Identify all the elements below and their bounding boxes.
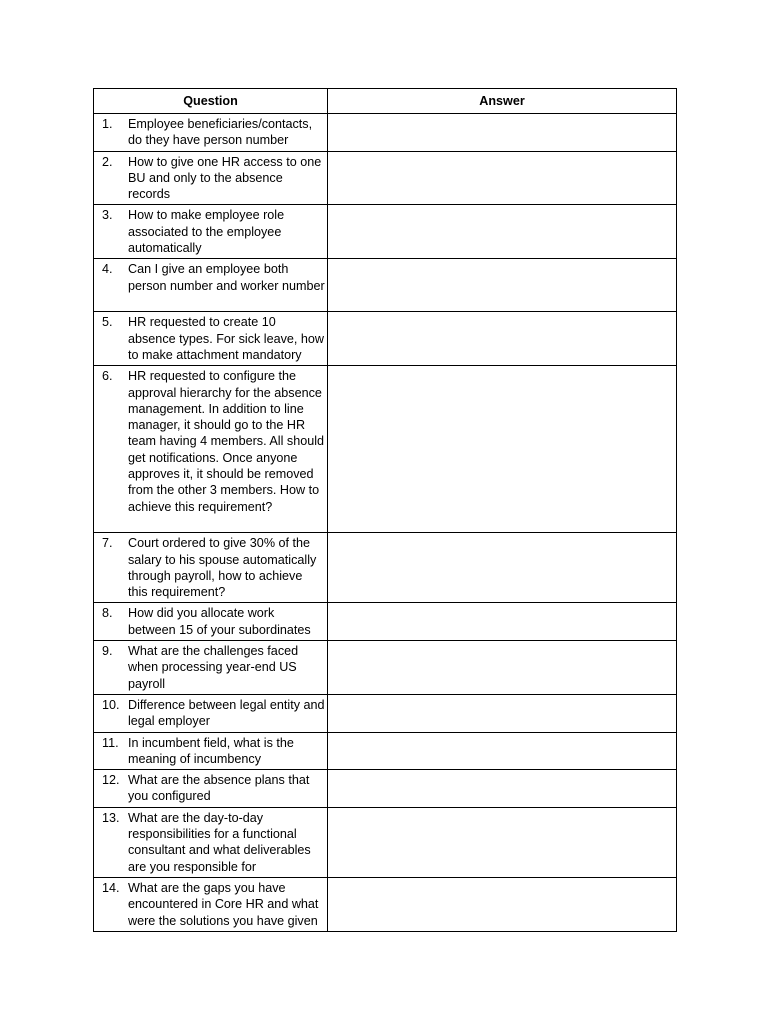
table-row bbox=[94, 312, 677, 366]
question-number: 7. bbox=[102, 536, 113, 551]
answer-cell[interactable] bbox=[328, 366, 677, 533]
question-number: 6. bbox=[102, 369, 113, 384]
question-cell bbox=[94, 732, 328, 770]
question-cell bbox=[94, 770, 328, 808]
question-cell bbox=[94, 366, 328, 533]
question-text: HR requested to create 10 absence types. For sick leave, how to make attachment mandatory bbox=[128, 315, 324, 362]
answer-column-header: Answer bbox=[328, 89, 677, 114]
answer-cell[interactable] bbox=[328, 732, 677, 770]
question-number: 9. bbox=[102, 644, 113, 659]
question-cell bbox=[94, 259, 328, 312]
question-text: Difference between legal entity and legal employer bbox=[128, 697, 325, 729]
table-row bbox=[94, 151, 677, 205]
question-cell bbox=[94, 205, 328, 259]
question-number: 2. bbox=[102, 154, 113, 169]
question-text: In incumbent field, what is the meaning of incumbency bbox=[128, 735, 294, 766]
table-row bbox=[94, 366, 677, 533]
answer-cell[interactable] bbox=[328, 151, 677, 205]
question-text: Employee beneficiaries/contacts, do they have person number bbox=[128, 117, 313, 148]
answer-cell[interactable] bbox=[328, 114, 677, 152]
question-cell bbox=[94, 312, 328, 366]
question-number: 8. bbox=[102, 606, 113, 621]
table-row bbox=[94, 807, 677, 877]
question-text: Court ordered to give 30% of the salary to his spouse automatically through payroll, how to achieve this requirement? bbox=[128, 536, 317, 600]
question-text: What are the absence plans that you configured bbox=[128, 773, 310, 804]
question-cell bbox=[94, 603, 328, 641]
question-cell bbox=[94, 114, 328, 152]
question-number: 10. bbox=[102, 697, 120, 712]
question-text: How to make employee role associated to the employee automatically bbox=[128, 208, 285, 256]
table-row bbox=[94, 603, 677, 641]
answer-cell[interactable] bbox=[328, 807, 677, 877]
question-text: How to give one HR access to one BU and only to the absence records bbox=[128, 154, 322, 202]
question-number: 4. bbox=[102, 262, 113, 277]
question-text: What are the day-to-day responsibilities for a functional consultant and what deliverables are you responsible for bbox=[128, 810, 311, 874]
table-row bbox=[94, 533, 677, 603]
question-number: 1. bbox=[102, 117, 113, 131]
table-row bbox=[94, 205, 677, 259]
question-text: What are the challenges faced when processing year-end US payroll bbox=[128, 644, 299, 691]
question-number: 13. bbox=[102, 810, 120, 825]
answer-cell[interactable] bbox=[328, 603, 677, 641]
question-cell bbox=[94, 151, 328, 205]
table-row bbox=[94, 694, 677, 732]
answer-cell[interactable] bbox=[328, 533, 677, 603]
question-cell bbox=[94, 877, 328, 931]
question-cell bbox=[94, 694, 328, 732]
table-body bbox=[94, 114, 677, 932]
question-number: 12. bbox=[102, 773, 120, 788]
question-cell bbox=[94, 807, 328, 877]
answer-cell[interactable] bbox=[328, 770, 677, 808]
table-row bbox=[94, 732, 677, 770]
question-number: 11. bbox=[102, 735, 119, 750]
question-answer-table bbox=[93, 88, 677, 932]
answer-cell[interactable] bbox=[328, 694, 677, 732]
answer-cell[interactable] bbox=[328, 205, 677, 259]
table-header-row bbox=[94, 89, 677, 114]
table-row bbox=[94, 641, 677, 695]
question-column-header: Question bbox=[94, 89, 328, 114]
table-row bbox=[94, 877, 677, 931]
question-text: Can I give an employee both person number and worker number bbox=[128, 262, 325, 293]
question-text: How did you allocate work between 15 of your subordinates bbox=[128, 606, 311, 637]
table-row bbox=[94, 770, 677, 808]
table-row bbox=[94, 114, 677, 152]
question-number: 14. bbox=[102, 880, 120, 895]
question-cell bbox=[94, 533, 328, 603]
question-cell bbox=[94, 641, 328, 695]
question-number: 5. bbox=[102, 315, 113, 330]
question-text: What are the gaps you have encountered in Core HR and what were the solutions you have given bbox=[128, 880, 319, 928]
answer-cell[interactable] bbox=[328, 259, 677, 312]
answer-cell[interactable] bbox=[328, 877, 677, 931]
answer-cell[interactable] bbox=[328, 641, 677, 695]
question-number: 3. bbox=[102, 208, 113, 223]
question-text: HR requested to configure the approval hierarchy for the absence management. In addition to line manager, it should go to the HR team having 4 members. All should get notifications. Once anyone approves it, it should be removed from the other 3 members. How to achieve this requirement? bbox=[128, 369, 325, 514]
answer-cell[interactable] bbox=[328, 312, 677, 366]
table-row bbox=[94, 259, 677, 312]
